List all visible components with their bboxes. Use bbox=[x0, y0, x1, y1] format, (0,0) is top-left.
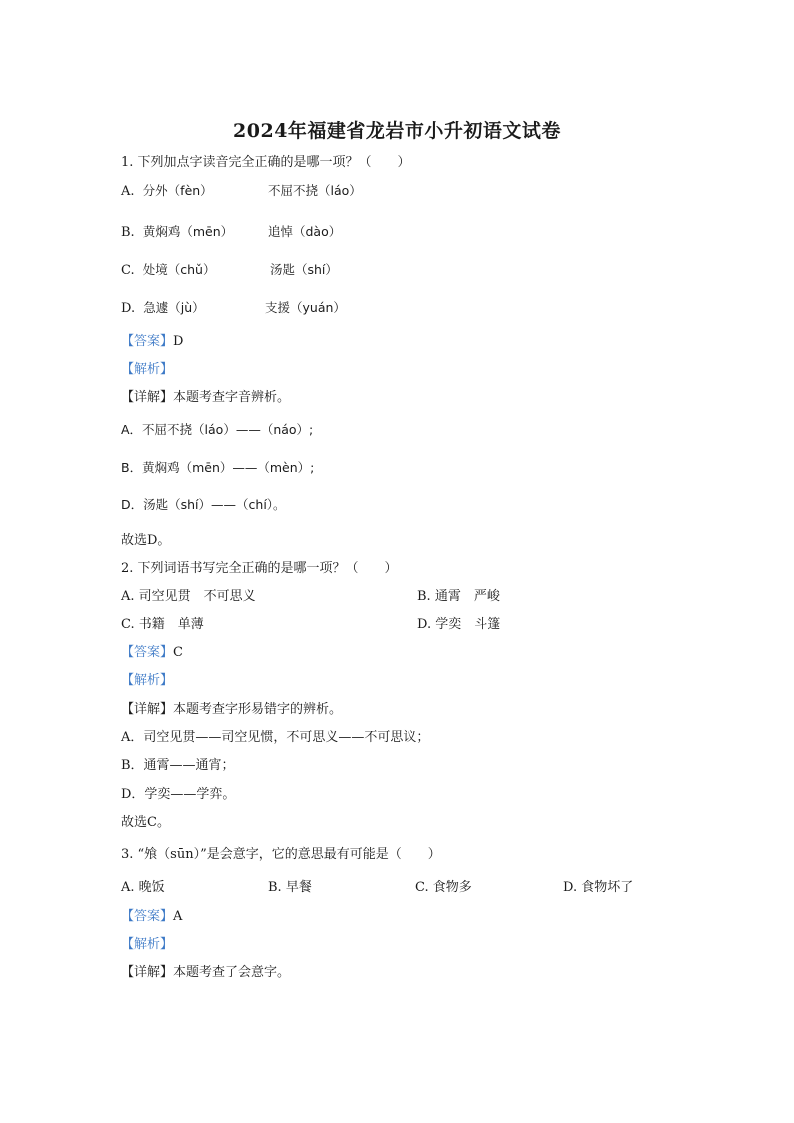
q2-stem: 2. 下列词语书写完全正确的是哪一项？（ ） bbox=[121, 561, 398, 576]
q2-option-d: D. 学奕 斗篷 bbox=[417, 617, 501, 632]
q2-option-c: C. 书籍 单薄 bbox=[121, 617, 204, 632]
detail-text: 本题考查字形易错字的辨析。 bbox=[173, 702, 343, 717]
q1-option-d-word2: 支援（yuán） bbox=[265, 300, 346, 315]
q1-option-a-word2: 不屈不挠（láo） bbox=[268, 183, 362, 198]
detail-text: 本题考查了会意字。 bbox=[173, 965, 291, 980]
q3-stem: 3. “飧（sūn）”是会意字，它的意思最有可能是（ ） bbox=[121, 847, 441, 862]
q1-option-b-word1: 黄焖鸡（mēn） bbox=[142, 224, 234, 239]
answer-value: A bbox=[173, 909, 183, 924]
q3-option-b: B. 早餐 bbox=[268, 880, 312, 895]
answer-tag: 【答案】 bbox=[121, 645, 174, 660]
answer-value: D bbox=[173, 334, 184, 349]
q1-option-d-label: D. bbox=[121, 301, 136, 316]
detail-text: 本题考查字音辨析。 bbox=[173, 390, 291, 405]
q1-stem: 1. 下列加点字读音完全正确的是哪一项？（ ） bbox=[121, 155, 411, 170]
detail-tag: 【详解】 bbox=[121, 390, 174, 405]
detail-tag: 【详解】 bbox=[121, 965, 174, 980]
q1-option-c-label: C. bbox=[121, 263, 135, 278]
q3-option-a: A. 晚饭 bbox=[121, 880, 165, 895]
q1-analysis-tag: 【解析】 bbox=[121, 362, 174, 377]
q3-option-c: C. 食物多 bbox=[415, 880, 472, 895]
q1-option-c-word1: 处境（chǔ） bbox=[142, 262, 216, 277]
q2-detail-line-d: D．学奕——学弈。 bbox=[121, 787, 236, 802]
q3-option-d: D. 食物坏了 bbox=[563, 880, 634, 895]
q3-answer bbox=[121, 908, 182, 926]
q1-option-a bbox=[121, 182, 213, 201]
answer-tag: 【答案】 bbox=[121, 334, 174, 349]
q1-option-a-word1: 分外（fèn） bbox=[142, 183, 213, 198]
q2-detail-line-b: B．通霄——通宵； bbox=[121, 758, 235, 773]
q3-detail bbox=[121, 964, 290, 982]
page-title: 2024年福建省龙岩市小升初语文试卷 bbox=[233, 120, 561, 142]
q1-option-a-label: A. bbox=[121, 184, 135, 199]
q1-answer bbox=[121, 333, 183, 351]
q1-option-b-word2: 追悼（dào） bbox=[268, 224, 342, 239]
q2-answer bbox=[121, 644, 183, 662]
q2-detail bbox=[121, 701, 342, 719]
q1-option-b bbox=[121, 223, 233, 242]
q1-detail-line-d: D．汤匙（shí）——（chí）。 bbox=[121, 497, 286, 512]
q2-option-a: A. 司空见贯 不可思义 bbox=[121, 589, 256, 604]
answer-value: C bbox=[173, 645, 183, 660]
q1-option-c-word2: 汤匙（shí） bbox=[270, 262, 338, 277]
q1-option-b-label: B. bbox=[121, 225, 135, 240]
q2-option-b: B. 通霄 严峻 bbox=[417, 589, 500, 604]
q1-option-d-word1: 急遽（jù） bbox=[143, 300, 205, 315]
answer-tag: 【答案】 bbox=[121, 909, 174, 924]
q1-detail-line-b: B．黄焖鸡（mēn）——（mèn）; bbox=[121, 460, 315, 475]
q2-detail-line-a: A．司空见贯——司空见惯，不可思义——不可思议； bbox=[121, 730, 430, 745]
q1-option-d bbox=[121, 299, 205, 318]
q3-analysis-tag: 【解析】 bbox=[121, 937, 174, 952]
q1-detail-line-a: A．不屈不挠（láo）——（náo）; bbox=[121, 422, 314, 437]
q1-detail bbox=[121, 389, 290, 407]
q2-conclusion: 故选C。 bbox=[121, 815, 170, 830]
detail-tag: 【详解】 bbox=[121, 702, 174, 717]
q1-option-c bbox=[121, 261, 215, 280]
q1-conclusion: 故选D。 bbox=[121, 533, 171, 548]
q2-analysis-tag: 【解析】 bbox=[121, 673, 174, 688]
